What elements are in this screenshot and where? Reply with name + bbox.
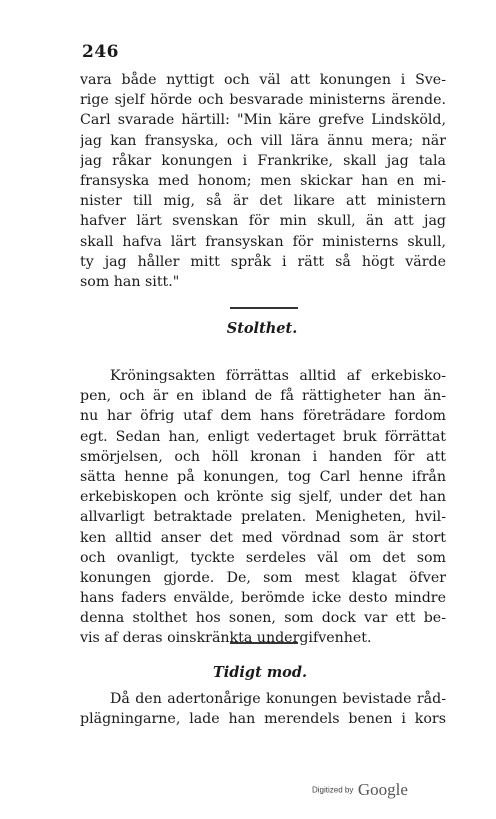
text-line: denna stolthet hos sonen, som dock var ett be- bbox=[80, 610, 446, 627]
text-line: smörjelsen, och höll kronan i handen för att bbox=[80, 448, 446, 465]
page-number: 246 bbox=[82, 42, 119, 62]
text-line: konungen gjorde. De, som mest klagat öfver bbox=[80, 569, 446, 586]
text-line: vara både nyttigt och väl att konungen i Sve- bbox=[80, 72, 446, 88]
digitized-by-watermark bbox=[312, 780, 408, 800]
text-line: pen, och är en ibland de få rättigheter han än- bbox=[80, 388, 446, 405]
text-line: som han sitt." bbox=[80, 273, 180, 290]
text-line: rige sjelf hörde och besvarade ministerns ärende. bbox=[80, 92, 446, 109]
text-line: hafver lärt svenskan för min skull, än att jag bbox=[80, 213, 446, 230]
section-divider bbox=[230, 307, 298, 309]
paragraph-stolthet bbox=[80, 366, 446, 649]
text-line: nu har öfrig utaf dem hans företrädare fordom bbox=[80, 408, 446, 425]
text-line: Då den adertonårige konungen bevistade råd- bbox=[110, 691, 446, 707]
text-line: skall hafva lärt fransyskan för ministerns skull, bbox=[80, 233, 446, 250]
text-line: ty jag håller mitt språk i rätt så högt värde bbox=[80, 253, 446, 270]
text-line: Kröningsakten förrättas alltid af erkebisko- bbox=[110, 368, 446, 384]
text-line: nister till mig, så är det likare att ministern bbox=[80, 193, 446, 210]
text-line: vis af deras oinskränkta undergifvenhet. bbox=[80, 630, 372, 647]
text-line: ken alltid anser det med vördnad som är stort bbox=[80, 529, 446, 546]
text-line: Carl svarade härtill: "Min käre grefve Lindsköld, bbox=[80, 112, 446, 129]
text-line: jag kan fransyska, och vill lära ännu mera; när bbox=[80, 132, 446, 149]
section-divider bbox=[230, 642, 298, 644]
text-line: erkebiskopen och krönte sig sjelf, under det han bbox=[80, 489, 446, 506]
paragraph-continuation bbox=[80, 70, 446, 292]
text-line: egt. Sedan han, enligt vedertaget bruk förrättat bbox=[80, 428, 446, 445]
text-line: jag råkar konungen i Frankrike, skall jag tala bbox=[80, 152, 446, 169]
digitized-label: Digitized by bbox=[312, 785, 354, 795]
paragraph-tidigt-mod bbox=[80, 689, 446, 729]
text-line: sätta henne på konungen, tog Carl henne ifrån bbox=[80, 468, 446, 485]
google-logo: Google bbox=[357, 780, 408, 799]
text-line: och ovanligt, tyckte serdeles väl om det som bbox=[80, 549, 446, 566]
text-line: plägningarne, lade han merendels benen i kors bbox=[80, 711, 446, 728]
text-line: hans faders envälde, berömde icke desto mindre bbox=[80, 590, 446, 607]
text-line: fransyska med honom; men skickar han en mi- bbox=[80, 172, 446, 189]
text-line: allvarligt betraktade prelaten. Menigheten, hvil- bbox=[80, 509, 446, 526]
section-heading-tidigt-mod: Tidigt mod. bbox=[212, 664, 308, 681]
section-heading-stolthet: Stolthet. bbox=[226, 320, 298, 337]
